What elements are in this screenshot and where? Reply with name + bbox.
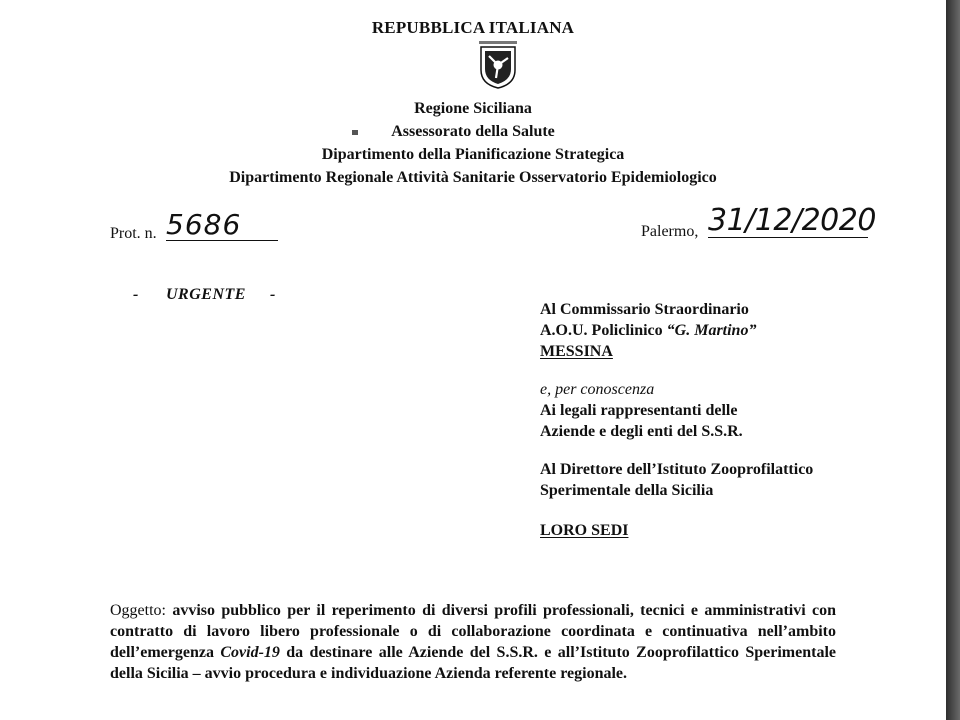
- subject-label: Oggetto:: [110, 602, 166, 619]
- urgency-dash-right: -: [270, 286, 276, 303]
- cc-label: e, per conoscenza: [540, 381, 655, 398]
- republic-heading: REPUBBLICA ITALIANA: [371, 18, 575, 37]
- recipient-hospital: [540, 322, 756, 340]
- date-label: Palermo,: [641, 223, 699, 240]
- urgency-label: URGENTE: [166, 286, 246, 303]
- recipient-commissioner: Al Commissario Straordinario: [540, 301, 749, 318]
- recipient-institute-name: Sperimentale della Sicilia: [540, 482, 714, 499]
- department-epidemiology: Dipartimento Regionale Attività Sanitarie Osservatorio Epidemiologico: [229, 169, 717, 186]
- recipient-hospital-prefix: A.O.U. Policlinico: [540, 322, 667, 339]
- scan-speck: [352, 130, 358, 135]
- subject-text-a: avviso pubblico per il reperimento di diversi profili professionali, tecnici e amministrativi con contratto di lavoro libero professionale o di collaborazione coordinata e continuativa nell’ambito dell’emergenza: [110, 602, 836, 661]
- urgency-dash-left: -: [133, 286, 139, 303]
- recipient-city: MESSINA: [540, 343, 613, 360]
- viewer-border: [946, 0, 960, 720]
- loro-sedi: LORO SEDI: [540, 522, 629, 539]
- protocol-number: 5686: [166, 210, 278, 241]
- recipient-ssr-entities: Aziende e degli enti del S.S.R.: [540, 423, 743, 440]
- subject-text-b: da destinare alle Aziende del S.S.R. e all’Istituto Zooprofilattico Sperimentale della Sicilia – avvio procedura e individuazione Azienda referente regionale.: [110, 644, 836, 682]
- assessorato-name: Assessorato della Salute: [391, 123, 555, 140]
- subject-paragraph: [110, 600, 836, 684]
- recipient-legal-reps: Ai legali rappresentanti delle: [540, 402, 738, 419]
- region-name: Regione Siciliana: [414, 100, 532, 117]
- date-value: 31/12/2020: [708, 203, 876, 238]
- subject-covid: Covid-19: [220, 644, 280, 661]
- protocol-label: Prot. n.: [110, 225, 157, 242]
- recipient-hospital-name: “G. Martino”: [666, 322, 757, 339]
- recipient-institute-director: Al Direttore dell’Istituto Zooprofilattico: [540, 461, 814, 478]
- department-planning: Dipartimento della Pianificazione Strategica: [321, 146, 625, 163]
- regione-siciliana-emblem-icon: [475, 40, 521, 90]
